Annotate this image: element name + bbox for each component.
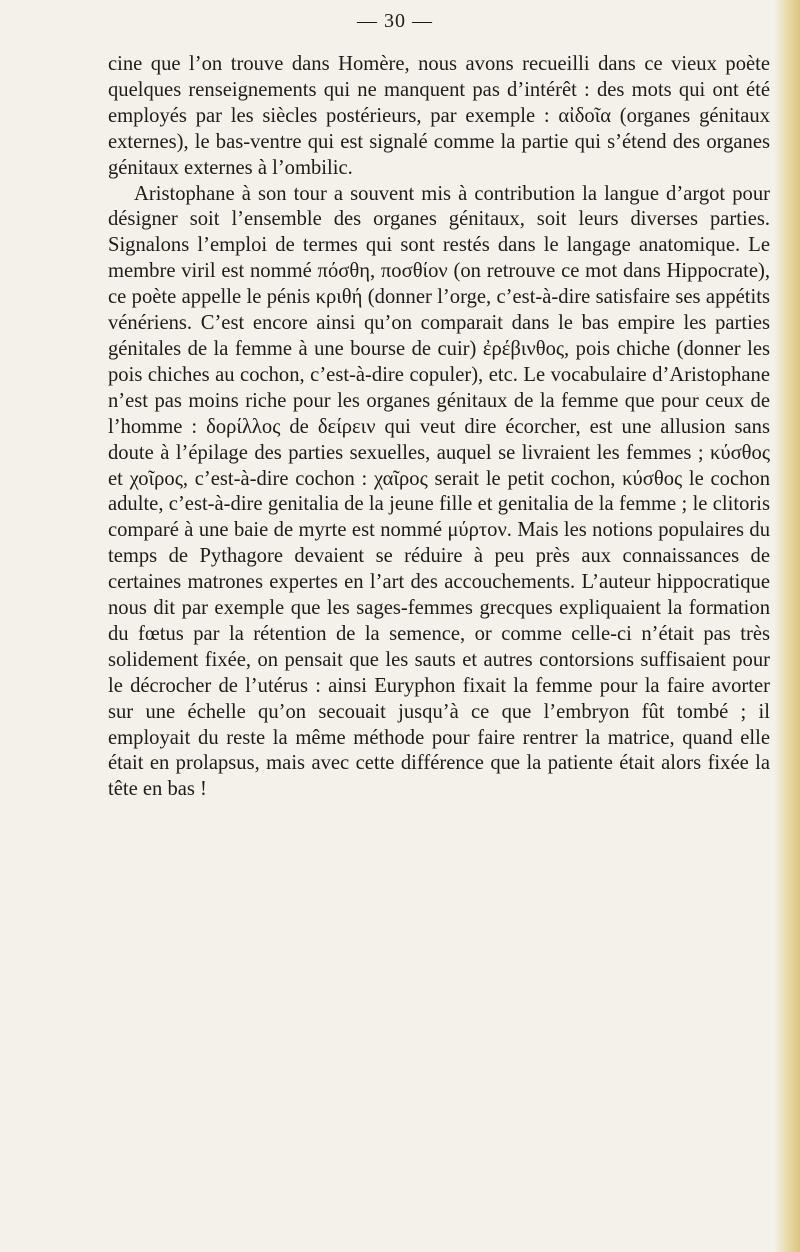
body-text [108, 52, 770, 803]
paragraph-1: cine que l’on trouve dans Homère, nous avons recueilli dans ce vieux poète quelques renseignements qui ne manquent pas d’intérêt : des mots qui ont été employés par les siècles postérieurs, par exemple : αἰδοῖα (organes génitaux externes), le bas-ventre qui est signalé comme la partie qui s’étend des organes génitaux externes à l’ombilic. [108, 53, 770, 179]
paragraph-2: Aristophane à son tour a souvent mis à contribution la langue d’argot pour désigner soit l’ensemble des organes génitaux, soit leurs diverses parties. Signalons l’emploi de termes qui sont restés dans le langage anatomique. Le membre viril est nommé πόσθη, ποσθίον (on retrouve ce mot dans Hippocrate), ce poète appelle le pénis κριθή (donner l’orge, c’est-à-dire satisfaire ses appétits vénériens. C’est encore ainsi qu’on comparait dans le bas empire les parties génitales de la femme à une bourse de cuir) ἐρέβινθος, pois chiche (donner les pois chiches au cochon, c’est-à-dire copuler), etc. Le vocabulaire d’Aristophane n’est pas moins riche pour les organes génitaux de la femme que pour ceux de l’homme : δορίλλος de δείρειν qui veut dire écorcher, est une allusion sans doute à l’épilage des parties sexuelles, auquel se livraient les femmes ; κύσθος et χοῖρος, c’est-à-dire cochon : χαῖρος serait le petit cochon, κύσθος le cochon adulte, c’est-à-dire genitalia de la jeune fille et genitalia de la femme ; le clitoris comparé à une baie de myrte est nommé μύρτον. Mais les notions populaires du temps de Pythagore devaient se réduire à peu près aux connaissances de certaines matrones expertes en l’art des accouchements. L’auteur hippocratique nous dit par exemple que les sages-femmes grecques expliquaient la formation du fœtus par la rétention de la semence, or comme celle-ci n’était pas très solidement fixée, on pensait que les sauts et autres contorsions suffisaient pour le décrocher de l’utérus : ainsi Euryphon fixait la femme pour la faire avorter sur une échelle qu’on secouait jusqu’à ce que l’embryon fût tombé ; il employait du reste la même méthode pour faire rentrer la matrice, quand elle était en prolapsus, mais avec cette différence que la patiente était alors fixée la tête en bas ! [108, 182, 770, 801]
page-number: — 30 — [357, 10, 433, 32]
page-edge-discoloration [774, 0, 800, 1252]
